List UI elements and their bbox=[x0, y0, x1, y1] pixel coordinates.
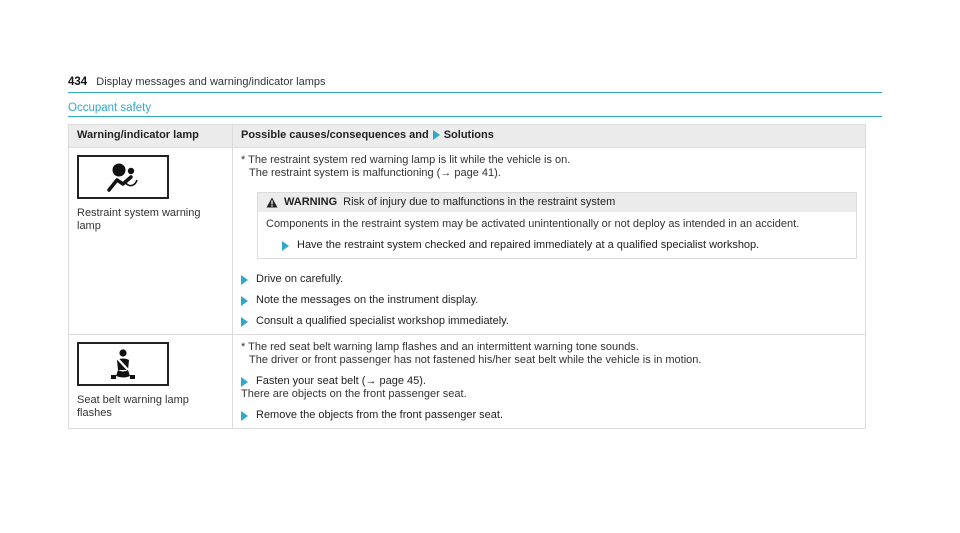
cause-text: The restraint system is malfunctioning (→ page 41). bbox=[249, 167, 501, 179]
page-header bbox=[68, 76, 882, 93]
warning-text: Components in the restraint system may be activated unintentionally or not deploy as intended in an accident. bbox=[266, 218, 800, 230]
step-arrow-icon bbox=[241, 317, 248, 327]
airbag-passenger-icon bbox=[77, 155, 169, 199]
warning-box bbox=[257, 192, 857, 259]
column-header-causes bbox=[233, 125, 866, 148]
solution-arrow-icon bbox=[433, 130, 440, 140]
cause-text: * The restraint system red warning lamp is lit while the vehicle is on. bbox=[241, 154, 571, 166]
lamp-cell bbox=[69, 148, 233, 335]
step-arrow-icon bbox=[241, 411, 248, 421]
table-header-row bbox=[69, 125, 866, 148]
warning-body bbox=[258, 212, 856, 258]
column-header-solutions-label: Solutions bbox=[443, 129, 494, 141]
list-item bbox=[241, 409, 857, 422]
step-arrow-icon bbox=[282, 241, 289, 251]
step-text: Have the restraint system checked and repaired immediately at a qualified specialist workshop. bbox=[297, 239, 760, 251]
table-row bbox=[69, 335, 866, 429]
list-item bbox=[241, 375, 857, 388]
warning-title: Risk of injury due to malfunctions in the restraint system bbox=[343, 196, 616, 208]
list-item bbox=[241, 273, 857, 286]
page-header-title: Display messages and warning/indicator lamps bbox=[96, 76, 326, 88]
step-arrow-icon bbox=[241, 377, 248, 387]
section-title: Occupant safety bbox=[68, 102, 152, 114]
page-number: 434 bbox=[68, 76, 88, 88]
warning-header bbox=[258, 193, 856, 212]
section-heading bbox=[68, 102, 882, 117]
list-item bbox=[241, 294, 857, 307]
step-arrow-icon bbox=[241, 296, 248, 306]
warning-triangle-icon bbox=[266, 197, 278, 208]
causes-cell bbox=[233, 335, 866, 429]
step-text: Note the messages on the instrument display. bbox=[256, 294, 479, 306]
step-text: Fasten your seat belt (→ page 45). bbox=[256, 375, 426, 387]
step-arrow-icon bbox=[241, 275, 248, 285]
list-item bbox=[241, 315, 857, 328]
step-text: Consult a qualified specialist workshop immediately. bbox=[256, 315, 509, 327]
lamp-name: Restraint system warning lamp bbox=[77, 207, 201, 232]
warning-lamp-table bbox=[68, 124, 866, 429]
cause-text: The driver or front passenger has not fastened his/her seat belt while the vehicle is in motion. bbox=[249, 354, 702, 366]
cause-text: There are objects on the front passenger seat. bbox=[241, 388, 467, 400]
lamp-name: Seat belt warning lamp flashes bbox=[77, 394, 189, 419]
step-text: Drive on carefully. bbox=[256, 273, 344, 285]
seat-belt-icon bbox=[77, 342, 169, 386]
column-header-lamp: Warning/indicator lamp bbox=[69, 125, 233, 148]
cause-text: * The red seat belt warning lamp flashes and an intermittent warning tone sounds. bbox=[241, 341, 639, 353]
lamp-cell bbox=[69, 335, 233, 429]
causes-cell bbox=[233, 148, 866, 335]
step-text: Remove the objects from the front passenger seat. bbox=[256, 409, 504, 421]
warning-label: WARNING bbox=[284, 196, 338, 208]
column-header-causes-label: Possible causes/consequences and bbox=[241, 129, 429, 141]
list-item bbox=[282, 239, 848, 252]
table-row bbox=[69, 148, 866, 335]
